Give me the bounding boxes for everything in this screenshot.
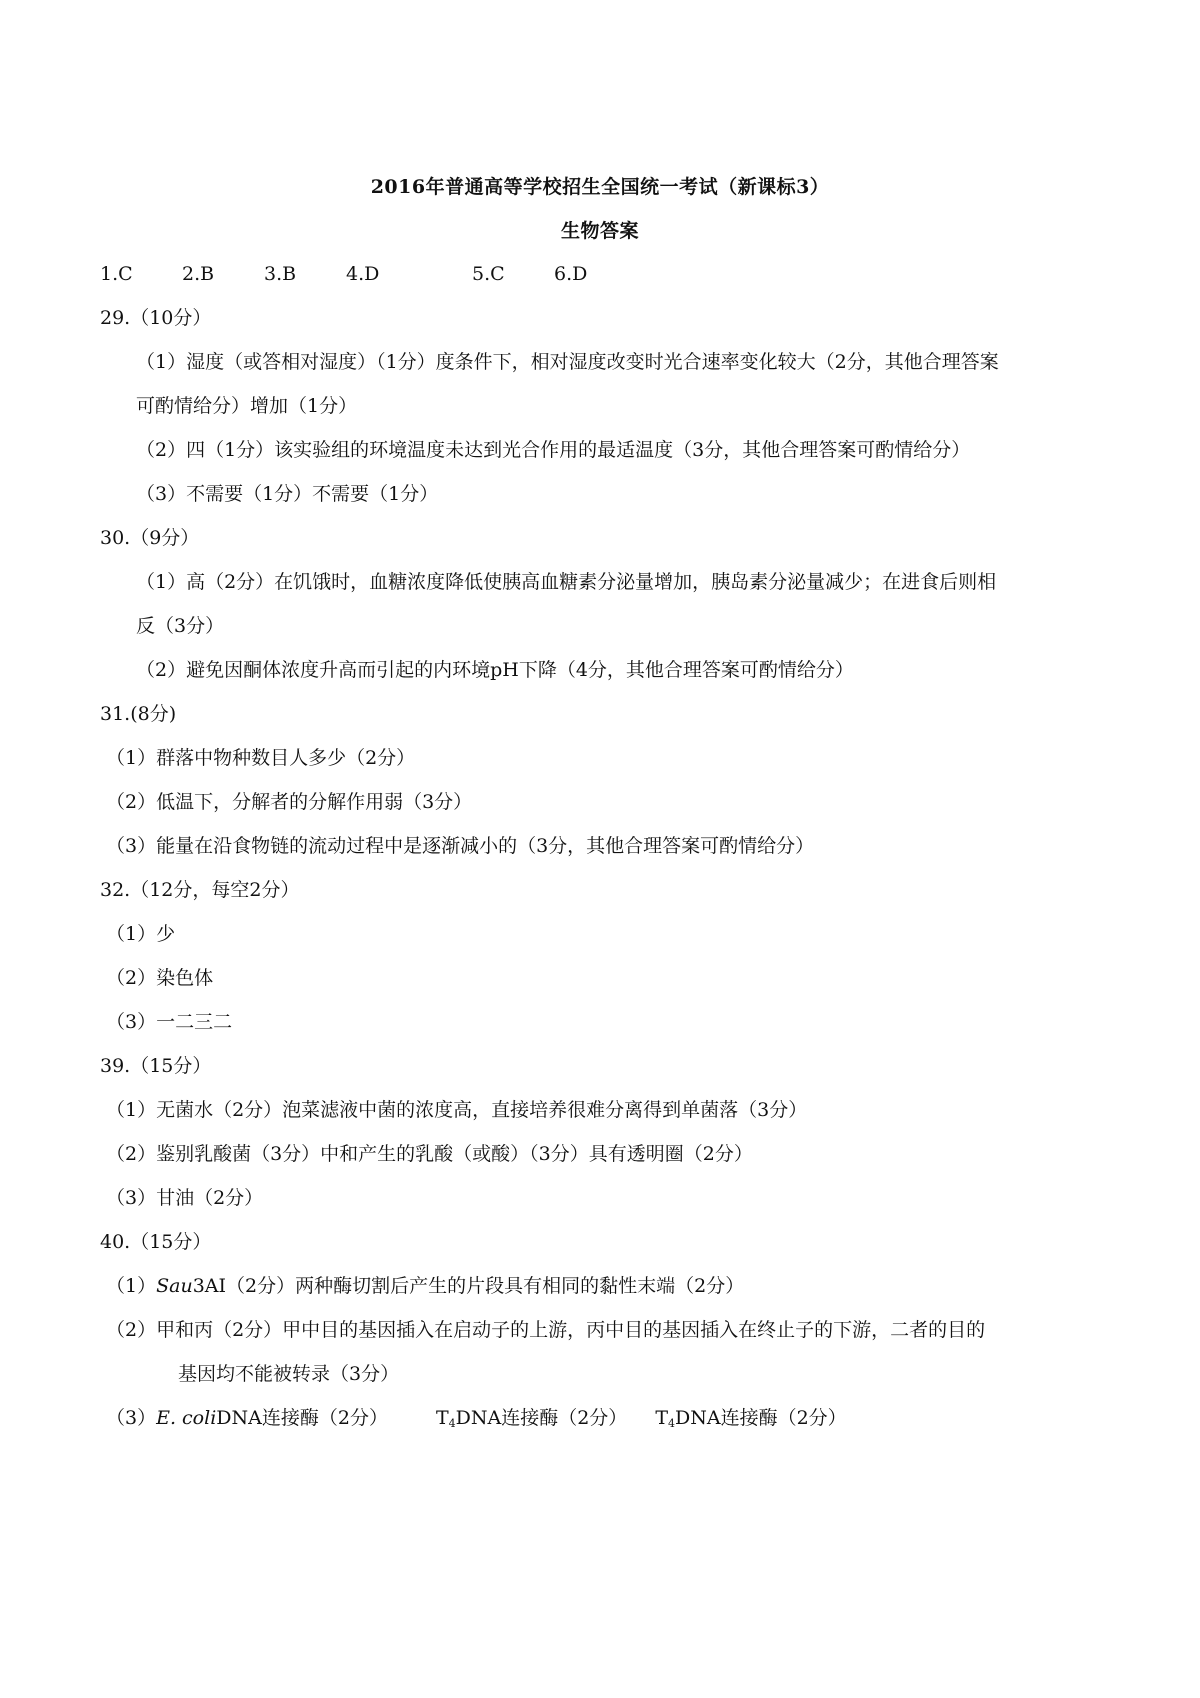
mcq-answer: 3.B <box>264 263 297 285</box>
t4-label: T <box>655 1407 668 1429</box>
q40-a3-part-3: DNA连接酶（2分） <box>675 1407 847 1429</box>
ecoli-name-italic: E. coli <box>156 1407 217 1429</box>
page-title: 2016年普通高等学校招生全国统一考试（新课标3） <box>370 176 830 198</box>
t4-subscript: 4 <box>668 1417 675 1430</box>
q29-answer-2: （2）四（1分）该实验组的环境温度未达到光合作用的最适温度（3分，其他合理答案可酌情给分） <box>136 439 971 461</box>
q40-a1-rest: （2分）两种酶切割后产生的片段具有相同的黏性末端（2分） <box>226 1275 745 1297</box>
q40-a3-prefix: （3） <box>106 1407 157 1429</box>
q40-answer-2-line-2: 基因均不能被转录（3分） <box>178 1363 400 1385</box>
q31-answer-3: （3）能量在沿食物链的流动过程中是逐渐减小的（3分，其他合理答案可酌情给分） <box>106 835 815 857</box>
q31-answer-2: （2）低温下，分解者的分解作用弱（3分） <box>106 791 473 813</box>
q32-header: 32.（12分，每空2分） <box>100 879 300 901</box>
q39-header: 39.（15分） <box>100 1055 212 1077</box>
q29-header: 29.（10分） <box>100 307 212 329</box>
page-subtitle: 生物答案 <box>560 220 639 242</box>
mcq-answer: 1.C <box>100 263 133 285</box>
q32-answer-3: （3）一二三二 <box>106 1011 233 1033</box>
mcq-answer: 6.D <box>554 263 588 285</box>
q40-answer-1 <box>106 1274 744 1298</box>
enzyme-name-italic: Sau <box>156 1275 193 1297</box>
q29-answer-1-line-1: （1）湿度（或答相对湿度）（1分）度条件下，相对湿度改变时光合速率变化较大（2分，其他合理答案 <box>136 351 999 373</box>
q39-answer-1: （1）无菌水（2分）泡菜滤液中菌的浓度高，直接培养很难分离得到单菌落（3分） <box>106 1099 808 1121</box>
q32-answer-1: （1）少 <box>106 923 176 945</box>
q40-answer-3 <box>106 1406 847 1436</box>
q39-answer-3: （3）甘油（2分） <box>106 1187 264 1209</box>
q30-header: 30.（9分） <box>100 527 200 549</box>
q32-answer-2: （2）染色体 <box>106 967 214 989</box>
mcq-answer: 5.C <box>472 263 505 285</box>
t4-label: T <box>435 1407 449 1429</box>
enzyme-name-rest: 3AⅠ <box>192 1275 227 1297</box>
q30-answer-1-line-2: 反（3分） <box>136 615 225 637</box>
mcq-answer: 4.D <box>346 263 380 285</box>
q29-answer-1-line-2: 可酌情给分）增加（1分） <box>136 395 358 417</box>
q40-a1-prefix: （1） <box>106 1275 157 1297</box>
multiple-choice-answers <box>100 262 587 286</box>
q29-answer-3: （3）不需要（1分）不需要（1分） <box>136 483 439 505</box>
q40-header: 40.（15分） <box>100 1231 212 1253</box>
q30-answer-2: （2）避免因酮体浓度升高而引起的内环境pH下降（4分，其他合理答案可酌情给分） <box>136 659 854 681</box>
mcq-answer: 2.B <box>182 263 215 285</box>
q30-answer-1-line-1: （1）高（2分）在饥饿时，血糖浓度降低使胰高血糖素分泌量增加，胰岛素分泌量减少；在进食后则相 <box>136 571 997 593</box>
q31-answer-1: （1）群落中物种数目人多少（2分） <box>106 747 416 769</box>
q39-answer-2: （2）鉴别乳酸菌（3分）中和产生的乳酸（或酸）（3分）具有透明圈（2分） <box>106 1143 753 1165</box>
t4-subscript: 4 <box>448 1417 456 1430</box>
q40-a3-part-1: DNA连接酶（2分） <box>216 1407 388 1429</box>
q40-answer-2-line-1: （2）甲和丙（2分）甲中目的基因插入在启动子的上游，丙中目的基因插入在终止子的下游，二者的目的 <box>106 1319 986 1341</box>
q31-header: 31.(8分) <box>100 703 177 725</box>
q40-a3-part-2: DNA连接酶（2分） <box>455 1407 628 1429</box>
